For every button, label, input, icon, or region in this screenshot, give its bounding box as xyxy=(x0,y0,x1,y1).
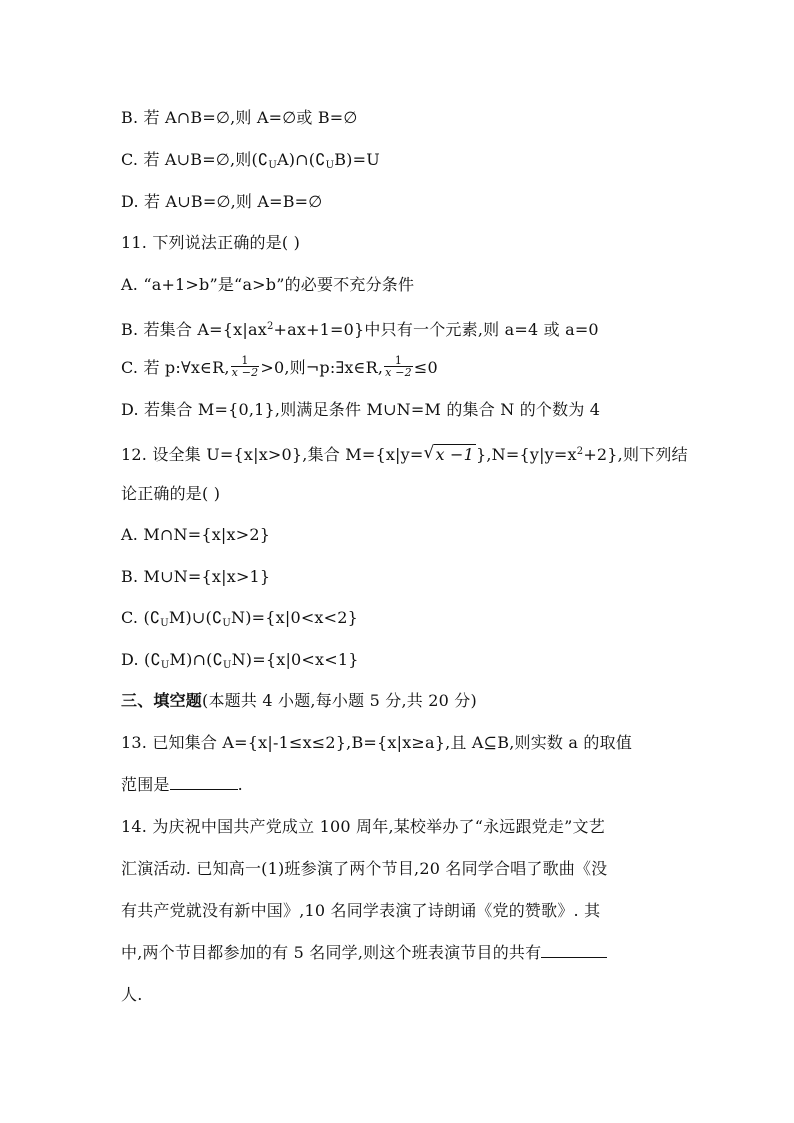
numerator: 1 xyxy=(241,354,249,367)
answer-blank xyxy=(170,775,238,790)
q11-option-b xyxy=(121,316,694,341)
q11-option-a: A. “a+1>b”是“a>b”的必要不充分条件 xyxy=(121,275,415,294)
q12-option-a: A. M∩N={x|x>2} xyxy=(121,525,271,544)
text: C. (∁ xyxy=(121,608,161,627)
text: A)∩(∁ xyxy=(276,150,326,169)
q14-line3: 有共产党就没有新中国》,10 名同学表演了诗朗诵《党的赞歌》. 其 xyxy=(121,901,601,920)
text: 中,两个节目都参加的有 5 名同学,则这个班表演节目的共有 xyxy=(121,943,542,962)
text: +ax+1=0}中只有一个元素,则 a=4 或 a=0 xyxy=(273,320,599,339)
fraction xyxy=(231,355,260,378)
q11-option-d: D. 若集合 M={0,1},则满足条件 M∪N=M 的集合 N 的个数为 4 xyxy=(121,400,601,419)
denominator: x −2 xyxy=(385,366,412,379)
section3-title: 三、填空题 xyxy=(121,691,203,710)
q10-option-d: D. 若 A∪B=∅,则 A=B=∅ xyxy=(121,192,323,211)
q12-stem-line2: 论正确的是( ) xyxy=(121,484,221,503)
q13-line1: 13. 已知集合 A={x|-1≤x≤2},B={x|x≥a},且 A⊆B,则实数 a 的取值 xyxy=(121,733,633,752)
section3-desc: (本题共 4 小题,每小题 5 分,共 20 分) xyxy=(202,691,477,710)
radicand: x −1 xyxy=(435,445,474,464)
superscript: 2 xyxy=(576,446,584,457)
q14-line4 xyxy=(121,942,694,964)
q10-option-b: B. 若 A∩B=∅,则 A=∅或 B=∅ xyxy=(121,108,358,127)
q14-line5: 人. xyxy=(121,985,143,1004)
subscript: U xyxy=(160,660,170,671)
section3-heading xyxy=(121,690,694,712)
fraction xyxy=(384,355,413,378)
subscript: U xyxy=(222,660,232,671)
denominator: x −2 xyxy=(231,366,259,379)
subscript: U xyxy=(222,618,231,629)
subscript: U xyxy=(268,160,277,171)
text: },N={y|y=x xyxy=(476,445,577,464)
text: 12. 设全集 U={x|x>0},集合 M={x|y= xyxy=(121,445,424,464)
text: C. 若 p:∀x∈R, xyxy=(121,358,230,377)
subscript: U xyxy=(325,160,335,171)
q12-option-c xyxy=(121,607,694,635)
text: M)∩(∁ xyxy=(169,650,223,669)
text: 范围是 xyxy=(121,775,170,794)
q14-line1: 14. 为庆祝中国共产党成立 100 周年,某校举办了“永远跟党走”文艺 xyxy=(121,817,605,836)
radical-sign: √ xyxy=(423,443,435,463)
text: ≤0 xyxy=(413,358,438,377)
text: B)=U xyxy=(334,150,380,169)
text: M)∪(∁ xyxy=(168,608,223,627)
text: N)={x|0<x<2} xyxy=(231,608,359,627)
q12-stem-line1 xyxy=(121,441,694,466)
q12-option-d xyxy=(121,649,694,677)
q10-option-c xyxy=(121,149,694,177)
numerator: 1 xyxy=(394,354,403,367)
text: . xyxy=(237,775,243,794)
q12-option-b: B. M∪N={x|x>1} xyxy=(121,567,271,586)
square-root xyxy=(424,444,477,466)
text: >0,则¬p:∃x∈R, xyxy=(260,358,384,377)
q14-line2: 汇演活动. 已知高一(1)班参演了两个节目,20 名同学合唱了歌曲《没 xyxy=(121,859,608,878)
superscript: 2 xyxy=(266,321,274,332)
q11-stem: 11. 下列说法正确的是( ) xyxy=(121,233,301,252)
text: +2},则下列结 xyxy=(583,445,688,464)
text: N)={x|0<x<1} xyxy=(231,650,359,669)
answer-blank xyxy=(541,943,607,958)
q11-option-c xyxy=(121,354,694,380)
text: B. 若集合 A={x|ax xyxy=(121,320,267,339)
text: C. 若 A∪B=∅,则(∁ xyxy=(121,150,269,169)
q13-line2 xyxy=(121,774,694,796)
text: D. (∁ xyxy=(121,650,161,669)
subscript: U xyxy=(160,618,169,629)
